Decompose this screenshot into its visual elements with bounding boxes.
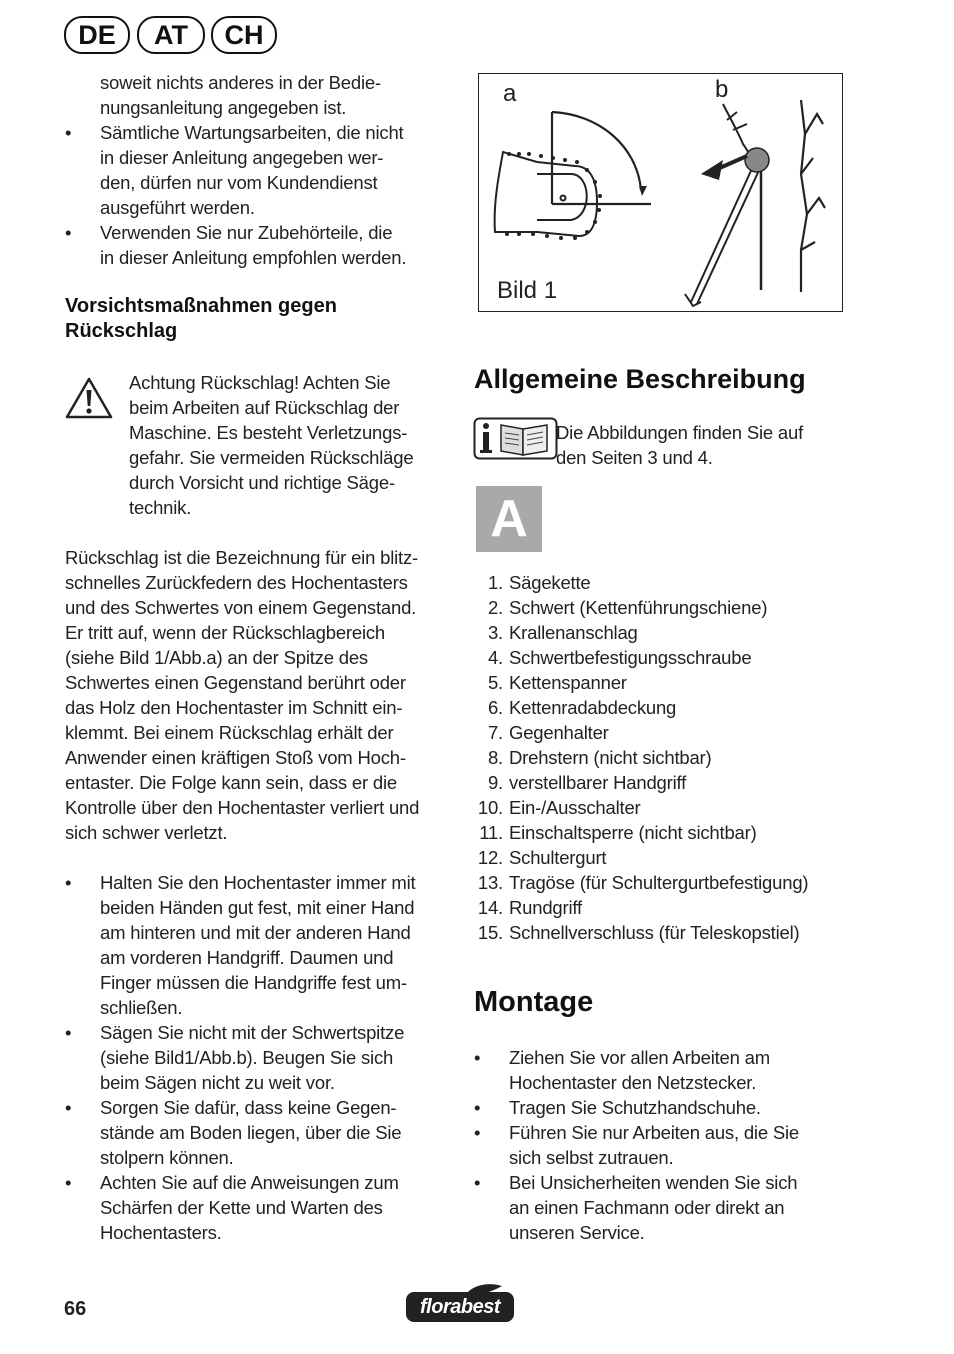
part-label: Gegenhalter: [509, 722, 609, 743]
warning-text: [129, 370, 459, 520]
figure-label-a: a: [503, 80, 517, 107]
page-number: 66: [64, 1298, 87, 1320]
part-number: 14.: [477, 897, 503, 918]
part-item: [473, 645, 873, 670]
part-number: 10.: [477, 797, 503, 818]
part-item: [473, 620, 873, 645]
part-item: [473, 570, 873, 595]
part-item: [473, 920, 873, 945]
part-label: Rundgriff: [509, 897, 582, 918]
bullet-line: • Halten Sie den Hochentaster immer mit: [100, 872, 416, 893]
part-number: 1.: [487, 572, 503, 593]
part-label: Sägekette: [509, 572, 591, 593]
bullet-line: Schärfen der Kette und Warten des: [100, 1197, 383, 1218]
intro-line: soweit nichts anderes in der Bedie-: [100, 72, 381, 93]
country-badge-de: DE: [64, 16, 130, 54]
bullet-line: • Achten Sie auf die Anweisungen zum: [100, 1172, 399, 1193]
part-number: 3.: [487, 622, 503, 643]
section-title-allgemeine: Allgemeine Beschreibung: [474, 364, 806, 394]
warning-triangle-icon: [64, 376, 114, 420]
bullet-line: in dieser Anleitung angegeben wer-: [100, 147, 384, 168]
part-item: [473, 670, 873, 695]
kickback-heading-line: Vorsichtsmaßnahmen gegen: [65, 295, 337, 317]
warning-line: durch Vorsicht und richtige Säge-: [129, 472, 395, 493]
part-number: 8.: [487, 747, 503, 768]
list-item: [474, 1120, 874, 1170]
figure-caption: Bild 1: [497, 277, 558, 304]
brand-logo: [406, 1286, 516, 1324]
part-label: Tragöse (für Schultergurtbefestigung): [509, 872, 809, 893]
paragraph-line: sich schwer verletzt.: [65, 822, 228, 843]
bullet-line: den, dürfen nur vom Kundendienst: [100, 172, 378, 193]
info-text: [556, 420, 856, 470]
part-number: 6.: [487, 697, 503, 718]
part-label: verstellbarer Handgriff: [509, 772, 687, 793]
info-line: den Seiten 3 und 4.: [556, 447, 713, 468]
top-bullet-list: [65, 120, 455, 270]
paragraph-line: entaster. Die Folge kann sein, dass er die: [65, 772, 397, 793]
country-badge-ch: CH: [211, 16, 277, 54]
list-item: [65, 870, 455, 1020]
list-item: [474, 1170, 874, 1245]
part-label: Schwertbefestigungsschraube: [509, 647, 752, 668]
list-item: [474, 1095, 874, 1120]
intro-line: nungsanleitung angegeben ist.: [100, 97, 347, 118]
paragraph-line: das Holz den Hochentaster im Schnitt ein-: [65, 697, 403, 718]
bullet-line: • Sägen Sie nicht mit der Schwertspitze: [100, 1022, 405, 1043]
part-item: [473, 770, 873, 795]
kickback-heading: [65, 294, 337, 344]
part-label: Drehstern (nicht sichtbar): [509, 747, 712, 768]
info-line: Die Abbildungen finden Sie auf: [556, 422, 804, 443]
bullet-line: am hinteren und mit der anderen Hand: [100, 922, 411, 943]
part-number: 5.: [487, 672, 503, 693]
bullet-line: • Tragen Sie Schutzhandschuhe.: [509, 1097, 761, 1118]
bullet-line: schließen.: [100, 997, 183, 1018]
part-label: Kettenspanner: [509, 672, 627, 693]
list-item: [474, 1045, 874, 1095]
section-title-montage: Montage: [474, 986, 594, 1018]
part-label: Kettenradabdeckung: [509, 697, 677, 718]
part-label: Schnellverschluss (für Teleskopstiel): [509, 922, 800, 943]
bullet-line: beiden Händen gut fest, mit einer Hand: [100, 897, 415, 918]
paragraph-line: schnelles Zurückfedern des Hochentasters: [65, 572, 408, 593]
bullet-line: • Verwenden Sie nur Zubehörteile, die: [100, 222, 393, 243]
paragraph-line: Anwender einen kräftigen Stoß vom Hoch-: [65, 747, 406, 768]
bullet-line: • Bei Unsicherheiten wenden Sie sich: [509, 1172, 798, 1193]
paragraph-line: Kontrolle über den Hochentaster verliert und: [65, 797, 420, 818]
brand-name: florabest: [406, 1292, 514, 1322]
bullet-line: • Sämtliche Wartungsarbeiten, die nicht: [100, 122, 404, 143]
list-item: [65, 220, 455, 270]
figure-label-b: b: [715, 76, 729, 103]
country-badge-at: AT: [137, 16, 205, 54]
part-item: [473, 845, 873, 870]
parts-list: [473, 570, 873, 945]
bullet-line: stolpern können.: [100, 1147, 234, 1168]
list-item: [65, 120, 455, 220]
bullet-line: stände am Boden liegen, über die Sie: [100, 1122, 402, 1143]
bullet-line: (siehe Bild1/Abb.b). Beugen Sie sich: [100, 1047, 394, 1068]
part-number: 4.: [487, 647, 503, 668]
part-number: 11.: [479, 822, 503, 843]
bullet-line: beim Sägen nicht zu weit vor.: [100, 1072, 335, 1093]
paragraph-line: Schwertes einen Gegenstand berührt oder: [65, 672, 406, 693]
warning-line: gefahr. Sie vermeiden Rückschläge: [129, 447, 414, 468]
paragraph-line: klemmt. Bei einem Rückschlag erhält der: [65, 722, 394, 743]
warning-line: Maschine. Es besteht Verletzungs-: [129, 422, 408, 443]
part-label: Ein-/Ausschalter: [509, 797, 641, 818]
bullet-line: sich selbst zutrauen.: [509, 1147, 674, 1168]
part-item: [473, 870, 873, 895]
bullet-line: an einen Fachmann oder direkt an: [509, 1197, 785, 1218]
bullet-line: ausgeführt werden.: [100, 197, 255, 218]
montage-bullet-list: [474, 1045, 874, 1245]
safety-bullet-list: [65, 870, 455, 1245]
bullet-line: Finger müssen die Handgriffe fest um-: [100, 972, 407, 993]
bullet-line: unseren Service.: [509, 1222, 645, 1243]
bullet-line: am vorderen Handgriff. Daumen und: [100, 947, 394, 968]
paragraph-line: (siehe Bild 1/Abb.a) an der Spitze des: [65, 647, 368, 668]
part-label: Schultergurt: [509, 847, 607, 868]
part-item: [473, 595, 873, 620]
info-book-icon: [473, 417, 559, 461]
bullet-line: Hochentaster den Netzstecker.: [509, 1072, 757, 1093]
kickback-paragraph: [65, 545, 455, 845]
part-number: 9.: [487, 772, 503, 793]
list-item: [65, 1095, 455, 1170]
part-item: [473, 820, 873, 845]
part-item: [473, 695, 873, 720]
part-item: [473, 720, 873, 745]
bullet-line: Hochentasters.: [100, 1222, 222, 1243]
kickback-heading-line: Rückschlag: [65, 320, 178, 342]
bullet-line: in dieser Anleitung empfohlen werden.: [100, 247, 407, 268]
paragraph-line: und des Schwertes von einem Gegenstand.: [65, 597, 417, 618]
part-number: 2.: [487, 597, 503, 618]
figure-bild-1: [478, 73, 843, 312]
part-number: 12.: [477, 847, 503, 868]
paragraph-line: Er tritt auf, wenn der Rückschlagbereich: [65, 622, 386, 643]
bullet-line: • Führen Sie nur Arbeiten aus, die Sie: [509, 1122, 800, 1143]
bullet-line: • Sorgen Sie dafür, dass keine Gegen-: [100, 1097, 397, 1118]
list-item: [65, 1020, 455, 1095]
part-number: 15.: [477, 922, 503, 943]
warning-line: technik.: [129, 497, 192, 518]
warning-line: beim Arbeiten auf Rückschlag der: [129, 397, 400, 418]
part-label: Krallenanschlag: [509, 622, 638, 643]
part-item: [473, 795, 873, 820]
figure-block-a: A: [476, 486, 542, 552]
part-number: 7.: [487, 722, 503, 743]
intro-text: [100, 70, 450, 120]
list-item: [65, 1170, 455, 1245]
part-number: 13.: [477, 872, 503, 893]
part-item: [473, 895, 873, 920]
part-item: [473, 745, 873, 770]
warning-line: Achtung Rückschlag! Achten Sie: [129, 372, 391, 393]
part-label: Schwert (Kettenführungschiene): [509, 597, 768, 618]
part-label: Einschaltsperre (nicht sichtbar): [509, 822, 757, 843]
paragraph-line: Rückschlag ist die Bezeichnung für ein blitz-: [65, 547, 418, 568]
bullet-line: • Ziehen Sie vor allen Arbeiten am: [509, 1047, 770, 1068]
kickback-illustration: [479, 74, 842, 311]
